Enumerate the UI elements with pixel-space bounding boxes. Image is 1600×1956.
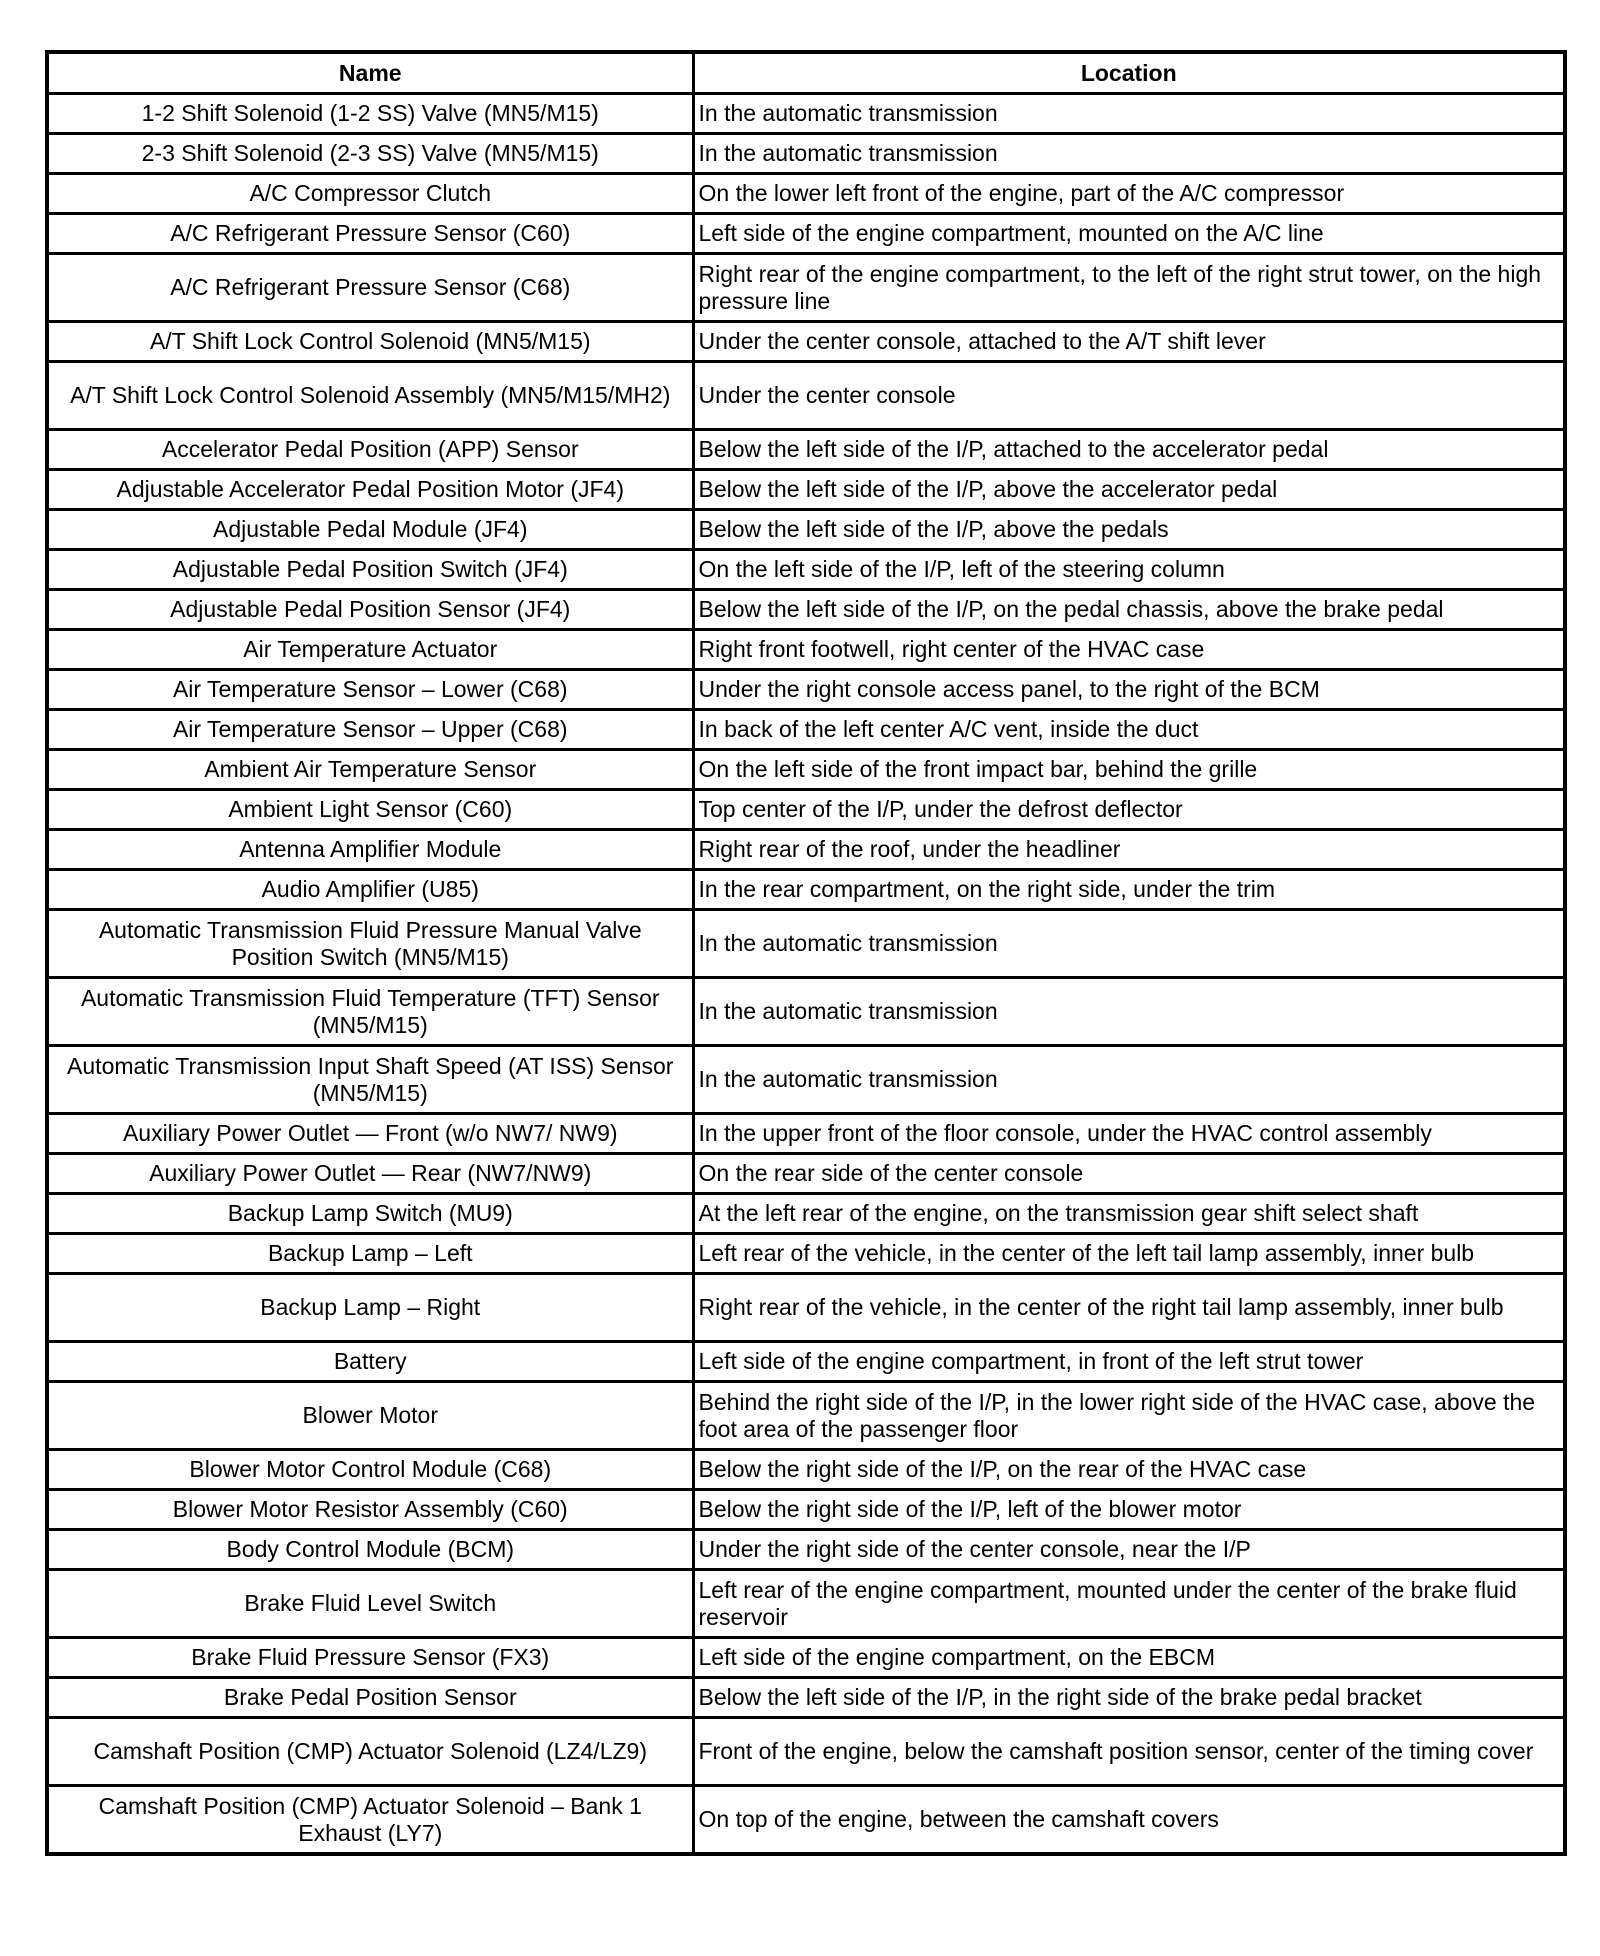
component-location-cell: At the left rear of the engine, on the transmission gear shift select shaft [693,1194,1565,1234]
component-location-cell: Below the left side of the I/P, attached to the accelerator pedal [693,430,1565,470]
component-location-cell: Under the center console [693,362,1565,430]
component-name-cell: A/T Shift Lock Control Solenoid (MN5/M15) [47,322,693,362]
component-name-cell: Automatic Transmission Input Shaft Speed (AT ISS) Sensor (MN5/M15) [47,1046,693,1114]
table-row [47,1234,1565,1274]
component-location-cell: On the lower left front of the engine, part of the A/C compressor [693,174,1565,214]
table-row [47,1490,1565,1530]
table-row [47,470,1565,510]
component-location-cell: Behind the right side of the I/P, in the lower right side of the HVAC case, above the foot area of the passenger floor [693,1382,1565,1450]
component-name-cell: Brake Pedal Position Sensor [47,1678,693,1718]
table-row [47,94,1565,134]
component-location-sheet [45,50,1563,1856]
table-row [47,1046,1565,1114]
component-name-cell: Air Temperature Sensor – Lower (C68) [47,670,693,710]
table-row [47,254,1565,322]
component-name-cell: 1-2 Shift Solenoid (1-2 SS) Valve (MN5/M15) [47,94,693,134]
component-location-cell: Below the right side of the I/P, left of the blower motor [693,1490,1565,1530]
component-location-cell: In back of the left center A/C vent, inside the duct [693,710,1565,750]
component-name-cell: Accelerator Pedal Position (APP) Sensor [47,430,693,470]
table-row [47,134,1565,174]
location-column-header: Location [693,52,1565,94]
table-row [47,1342,1565,1382]
component-name-cell: Body Control Module (BCM) [47,1530,693,1570]
component-location-cell: In the rear compartment, on the right side, under the trim [693,870,1565,910]
component-location-cell: Under the right console access panel, to the right of the BCM [693,670,1565,710]
component-location-cell: In the automatic transmission [693,910,1565,978]
component-name-cell: Ambient Light Sensor (C60) [47,790,693,830]
component-name-cell: Adjustable Pedal Position Switch (JF4) [47,550,693,590]
table-row [47,830,1565,870]
component-location-cell: Under the center console, attached to the A/T shift lever [693,322,1565,362]
component-location-cell: In the automatic transmission [693,978,1565,1046]
table-row [47,1718,1565,1786]
component-location-cell: Below the left side of the I/P, on the pedal chassis, above the brake pedal [693,590,1565,630]
component-name-cell: A/T Shift Lock Control Solenoid Assembly (MN5/M15/MH2) [47,362,693,430]
component-location-cell: Below the left side of the I/P, above the pedals [693,510,1565,550]
component-name-cell: A/C Compressor Clutch [47,174,693,214]
component-location-cell: Left rear of the engine compartment, mounted under the center of the brake fluid reservoir [693,1570,1565,1638]
component-location-cell: Under the right side of the center console, near the I/P [693,1530,1565,1570]
table-row [47,630,1565,670]
component-name-cell: Automatic Transmission Fluid Temperature (TFT) Sensor (MN5/M15) [47,978,693,1046]
component-location-cell: On the left side of the I/P, left of the steering column [693,550,1565,590]
table-row [47,1154,1565,1194]
component-location-cell: On top of the engine, between the camshaft covers [693,1786,1565,1855]
component-name-cell: Ambient Air Temperature Sensor [47,750,693,790]
table-row [47,670,1565,710]
component-name-cell: Battery [47,1342,693,1382]
component-location-cell: Right rear of the vehicle, in the center of the right tail lamp assembly, inner bulb [693,1274,1565,1342]
component-name-cell: Blower Motor [47,1382,693,1450]
table-row [47,590,1565,630]
component-name-cell: Audio Amplifier (U85) [47,870,693,910]
table-row [47,1786,1565,1855]
component-name-cell: Automatic Transmission Fluid Pressure Manual Valve Position Switch (MN5/M15) [47,910,693,978]
table-row [47,1638,1565,1678]
table-row [47,430,1565,470]
table-row [47,910,1565,978]
component-name-cell: Air Temperature Sensor – Upper (C68) [47,710,693,750]
table-row [47,1678,1565,1718]
component-location-cell: In the automatic transmission [693,94,1565,134]
table-row [47,1530,1565,1570]
component-name-cell: Backup Lamp Switch (MU9) [47,1194,693,1234]
component-name-cell: Brake Fluid Pressure Sensor (FX3) [47,1638,693,1678]
component-name-cell: Antenna Amplifier Module [47,830,693,870]
component-name-cell: A/C Refrigerant Pressure Sensor (C60) [47,214,693,254]
component-location-cell: Left rear of the vehicle, in the center of the left tail lamp assembly, inner bulb [693,1234,1565,1274]
name-column-header: Name [47,52,693,94]
component-name-cell: Brake Fluid Level Switch [47,1570,693,1638]
component-name-cell: Adjustable Pedal Position Sensor (JF4) [47,590,693,630]
table-row [47,750,1565,790]
component-name-cell: Camshaft Position (CMP) Actuator Solenoid – Bank 1 Exhaust (LY7) [47,1786,693,1855]
table-row [47,870,1565,910]
component-location-table [45,50,1567,1856]
table-row [47,510,1565,550]
component-name-cell: 2-3 Shift Solenoid (2-3 SS) Valve (MN5/M15) [47,134,693,174]
component-location-cell: In the automatic transmission [693,134,1565,174]
table-row [47,322,1565,362]
table-row [47,978,1565,1046]
table-row [47,790,1565,830]
component-location-cell: In the upper front of the floor console, under the HVAC control assembly [693,1114,1565,1154]
component-location-cell: On the left side of the front impact bar, behind the grille [693,750,1565,790]
component-name-cell: Adjustable Accelerator Pedal Position Motor (JF4) [47,470,693,510]
component-location-cell: Below the right side of the I/P, on the rear of the HVAC case [693,1450,1565,1490]
table-row [47,1450,1565,1490]
component-name-cell: Backup Lamp – Right [47,1274,693,1342]
table-row [47,362,1565,430]
component-location-cell: Right front footwell, right center of the HVAC case [693,630,1565,670]
component-name-cell: Auxiliary Power Outlet — Front (w/o NW7/ NW9) [47,1114,693,1154]
component-location-cell: Left side of the engine compartment, in front of the left strut tower [693,1342,1565,1382]
component-location-cell: Below the left side of the I/P, in the right side of the brake pedal bracket [693,1678,1565,1718]
component-location-cell: Right rear of the engine compartment, to the left of the right strut tower, on the high pressure line [693,254,1565,322]
component-location-cell: Left side of the engine compartment, on the EBCM [693,1638,1565,1678]
table-row [47,1382,1565,1450]
table-header-row [47,52,1565,94]
component-location-cell: Top center of the I/P, under the defrost deflector [693,790,1565,830]
table-row [47,710,1565,750]
table-row [47,1570,1565,1638]
component-name-cell: Blower Motor Control Module (C68) [47,1450,693,1490]
table-row [47,214,1565,254]
component-name-cell: Backup Lamp – Left [47,1234,693,1274]
component-location-cell: Right rear of the roof, under the headliner [693,830,1565,870]
table-row [47,1194,1565,1234]
table-row [47,550,1565,590]
component-location-cell: On the rear side of the center console [693,1154,1565,1194]
component-name-cell: Auxiliary Power Outlet — Rear (NW7/NW9) [47,1154,693,1194]
component-name-cell: Air Temperature Actuator [47,630,693,670]
table-row [47,1274,1565,1342]
component-location-cell: In the automatic transmission [693,1046,1565,1114]
component-name-cell: Camshaft Position (CMP) Actuator Solenoid (LZ4/LZ9) [47,1718,693,1786]
component-location-cell: Below the left side of the I/P, above the accelerator pedal [693,470,1565,510]
component-location-cell: Front of the engine, below the camshaft position sensor, center of the timing cover [693,1718,1565,1786]
table-row [47,174,1565,214]
component-name-cell: Adjustable Pedal Module (JF4) [47,510,693,550]
component-location-cell: Left side of the engine compartment, mounted on the A/C line [693,214,1565,254]
component-name-cell: A/C Refrigerant Pressure Sensor (C68) [47,254,693,322]
table-row [47,1114,1565,1154]
component-name-cell: Blower Motor Resistor Assembly (C60) [47,1490,693,1530]
